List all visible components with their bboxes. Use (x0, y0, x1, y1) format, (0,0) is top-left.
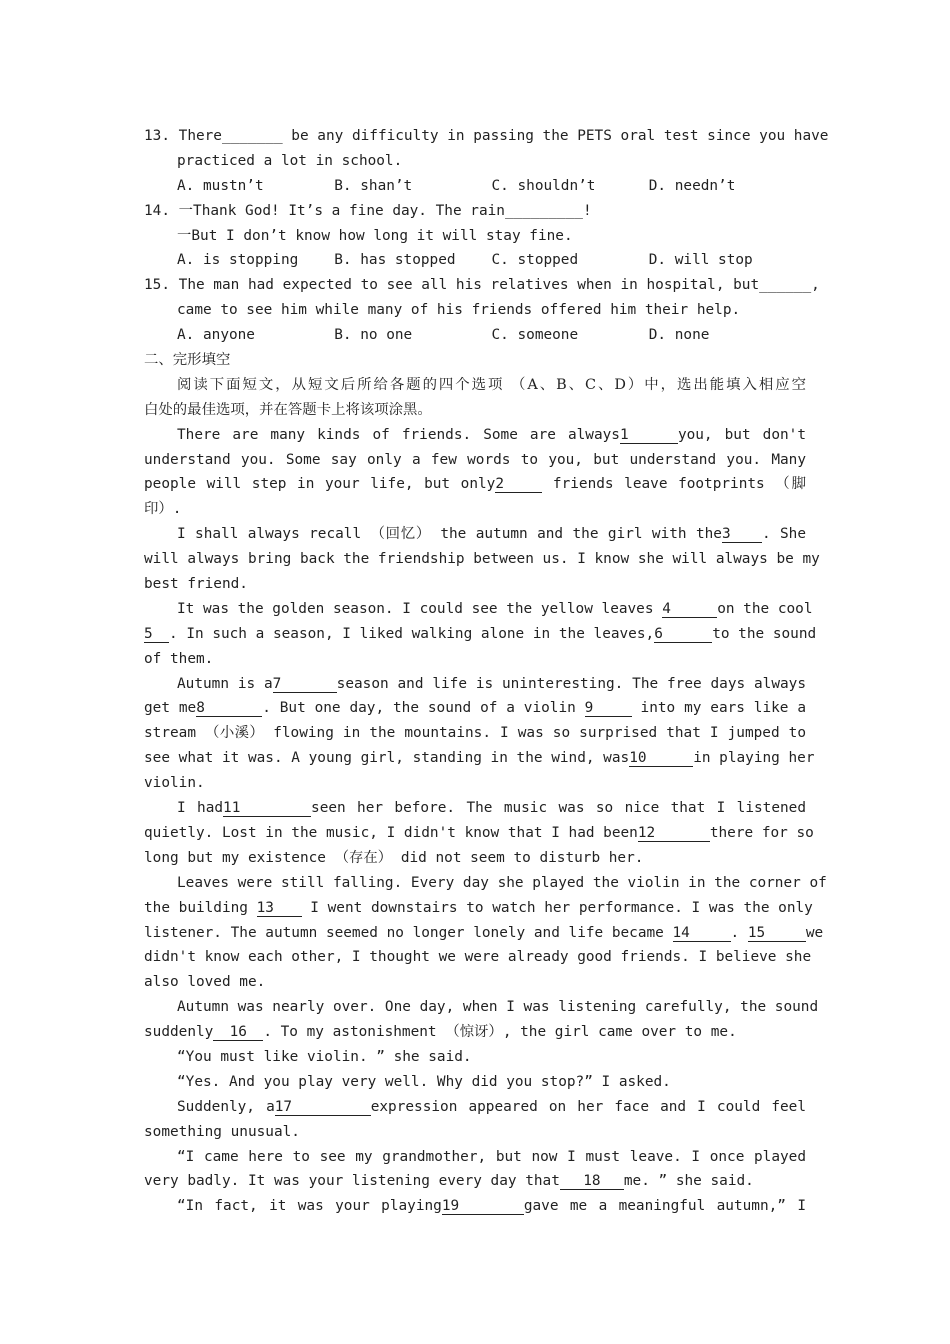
choice-option: C. stopped (491, 252, 579, 269)
passage-text: on the cool (717, 600, 813, 617)
passage-text: best friend. (144, 576, 248, 593)
q14-choices (144, 248, 806, 273)
dialogue-line (144, 1070, 806, 1095)
passage-line (144, 448, 806, 473)
passage-text: will always bring back the friendship between us. I know she will always be my (144, 551, 820, 568)
q15-stem (144, 273, 820, 298)
passage-line (144, 796, 806, 821)
instruction-line (144, 373, 806, 398)
passage-text: “I came here to see my grandmother, but now I must leave. I once played (177, 1148, 806, 1165)
cloze-blank-8[interactable]: 8 (196, 701, 262, 717)
dialogue-line (144, 1045, 806, 1070)
passage-text: also loved me. (144, 974, 266, 991)
cloze-blank-14[interactable]: 14 (673, 926, 731, 942)
passage-text: very badly. It was your listening every day that (144, 1173, 560, 1190)
instruction-line (144, 398, 806, 423)
choice-option: C. shouldn’t (491, 177, 596, 194)
passage-text: stream （小溪） flowing in the mountains. I was so surprised that I jumped to (144, 725, 806, 742)
cloze-blank-9[interactable]: 9 (585, 701, 632, 717)
q13-choices (144, 174, 806, 199)
choice-option: D. none (648, 327, 710, 344)
question-text: 13. There (144, 128, 222, 144)
dialogue-text: “Yes. And you play very well. Why did you stop?” I asked. (177, 1073, 671, 1090)
passage-line (144, 871, 827, 896)
passage-line (144, 970, 806, 995)
cloze-blank-2[interactable]: 2 (495, 477, 542, 493)
question-text: be any difficulty in passing the PETS oral test since you have (282, 128, 829, 144)
exam-page (144, 124, 829, 1219)
passage-line (144, 622, 817, 647)
passage-text: me. ” she said. (623, 1173, 754, 1190)
dialogue-text: “You must like violin. ” she said. (177, 1048, 472, 1065)
passage-text: 印）. (144, 501, 182, 518)
choice-option: B. shan’t (334, 177, 413, 194)
cloze-blank-6[interactable]: 6 (654, 627, 712, 643)
passage-text: to the sound (712, 625, 817, 642)
answer-blank: _______ (221, 128, 283, 144)
q14-stem-continued (144, 224, 806, 249)
passage-line (144, 896, 813, 921)
passage-text: friends leave footprints （脚 (542, 476, 806, 493)
passage-text: seen her before. The music was so nice that I listened (311, 800, 806, 817)
cloze-blank-18[interactable]: 18 (560, 1174, 624, 1190)
question-text: , (811, 277, 820, 294)
passage-text: I went downstairs to watch her performance. I was the only (301, 899, 813, 916)
question-text: came to see him while many of his friends offered him their help. (177, 302, 741, 319)
passage-text: Leaves were still falling. Every day she played the violin in the corner of (177, 874, 827, 891)
passage-text: It was the golden season. I could see the yellow leaves (177, 600, 663, 617)
passage-line (144, 746, 815, 771)
cloze-blank-15[interactable]: 15 (748, 926, 806, 942)
passage-line (144, 995, 819, 1020)
choice-option: C. someone (491, 327, 579, 344)
choice-option: A. is stopping (177, 252, 299, 269)
q14-stem (144, 199, 806, 224)
passage-text: expression appeared on her face and I could feel (370, 1098, 806, 1115)
passage-text: . To my astonishment （惊讶）, the girl came over to me. (263, 1024, 737, 1041)
answer-blank: ______ (759, 277, 812, 294)
passage-text: season and life is uninteresting. The free days always (336, 675, 806, 692)
cloze-blank-11[interactable]: 11 (223, 801, 311, 817)
passage-text: we (805, 924, 824, 941)
cloze-blank-4[interactable]: 4 (662, 602, 717, 618)
passage-line (144, 821, 814, 846)
q13-stem (144, 124, 829, 149)
instruction-text: 阅读下面短文，从短文后所给各题的四个选项 （A、B、C、D）中，选出能填入相应空 (177, 376, 806, 393)
cloze-blank-16[interactable]: 16 (213, 1025, 263, 1041)
passage-line (144, 945, 812, 970)
passage-line (144, 472, 806, 497)
passage-line (144, 597, 813, 622)
passage-line (144, 522, 806, 547)
section-title-text: 二、完形填空 (144, 352, 231, 369)
choice-option: D. will stop (648, 252, 753, 269)
passage-text: get me (144, 700, 197, 717)
cloze-blank-5[interactable]: 5 (144, 627, 169, 643)
question-text: 14. 一Thank God! It’s a fine day. The rain (144, 202, 505, 219)
passage-line (144, 1145, 806, 1170)
passage-line (144, 1120, 806, 1145)
passage-line (144, 1169, 806, 1194)
cloze-blank-19[interactable]: 19 (442, 1199, 524, 1215)
cloze-blank-17[interactable]: 17 (275, 1100, 371, 1116)
passage-text: listener. The autumn seemed no longer lonely and life became (144, 924, 673, 941)
question-text: 15. The man had expected to see all his relatives when in hospital, but (144, 277, 760, 294)
passage-text: There are many kinds of friends. Some are always (177, 426, 620, 443)
passage-line (144, 1020, 806, 1045)
passage-text: Suddenly, a (177, 1098, 275, 1115)
passage-text: Autumn is a (177, 675, 273, 692)
passage-line (144, 846, 806, 871)
passage-line (144, 771, 806, 796)
choice-option: B. no one (334, 327, 413, 344)
passage-text: there for so (709, 824, 814, 841)
answer-blank: _________ (504, 202, 583, 219)
instruction-text: 白处的最佳选项，并在答题卡上将该项涂黑。 (144, 401, 432, 418)
passage-text: . But one day, the sound of a violin (262, 700, 585, 717)
passage-text: something unusual. (144, 1123, 300, 1140)
passage-text: “In fact, it was your playing (177, 1198, 442, 1215)
passage-text: people will step in your life, but only (144, 476, 496, 493)
cloze-blank-10[interactable]: 10 (629, 751, 693, 767)
q15-stem-continued (144, 298, 806, 323)
passage-line (144, 921, 824, 946)
passage-text: I had (177, 800, 224, 817)
passage-line (144, 1194, 806, 1219)
choice-option: A. anyone (177, 327, 255, 344)
passage-text: . (730, 924, 748, 941)
cloze-blank-13[interactable]: 13 (257, 901, 302, 917)
passage-line (144, 672, 806, 697)
passage-text: gave me a meaningful autumn,” I (523, 1198, 806, 1215)
passage-text: suddenly (144, 1024, 214, 1041)
choice-option: B. has stopped (334, 252, 456, 269)
q15-choices (144, 323, 806, 348)
cloze-blank-12[interactable]: 12 (638, 826, 710, 842)
choice-option: A. mustn’t (177, 177, 264, 194)
cloze-blank-3[interactable]: 3 (722, 527, 762, 543)
passage-text: quietly. Lost in the music, I didn't know that I had been (144, 824, 638, 841)
passage-line (144, 696, 806, 721)
passage-text: of them. (144, 650, 214, 667)
passage-text: into my ears like a (631, 700, 807, 717)
passage-line (144, 572, 806, 597)
cloze-blank-7[interactable]: 7 (273, 677, 337, 693)
passage-line (144, 647, 806, 672)
choice-option: D. needn’t (648, 177, 736, 194)
passage-line (144, 423, 806, 448)
passage-text: violin. (144, 775, 205, 792)
question-text: ! (582, 202, 592, 219)
passage-text: you, but don't (677, 426, 806, 443)
passage-line (144, 721, 806, 746)
passage-text: long but my existence （存在） did not seem to disturb her. (144, 849, 644, 866)
question-text: 一But I don’t know how long it will stay fine. (177, 227, 573, 244)
cloze-blank-1[interactable]: 1 (620, 428, 678, 444)
passage-text: understand you. Some say only a few words to you, but understand you. Many (144, 451, 806, 468)
passage-text: didn't know each other, I thought we were already good friends. I believe she (144, 949, 812, 966)
passage-text: see what it was. A young girl, standing in the wind, was (144, 750, 630, 767)
passage-text: . In such a season, I liked walking alone in the leaves, (169, 625, 655, 642)
passage-text: . She (761, 526, 806, 543)
passage-text: I shall always recall （回忆） the autumn and the girl with the (177, 526, 722, 543)
passage-text: in playing her (693, 750, 815, 767)
passage-line (144, 497, 806, 522)
passage-text: Autumn was nearly over. One day, when I was listening carefully, the sound (177, 999, 819, 1016)
passage-line (144, 1095, 806, 1120)
q13-stem-continued (144, 149, 806, 174)
passage-line (144, 547, 820, 572)
section-title (144, 348, 806, 373)
passage-text: the building (144, 899, 257, 916)
question-text: practiced a lot in school. (177, 152, 403, 169)
